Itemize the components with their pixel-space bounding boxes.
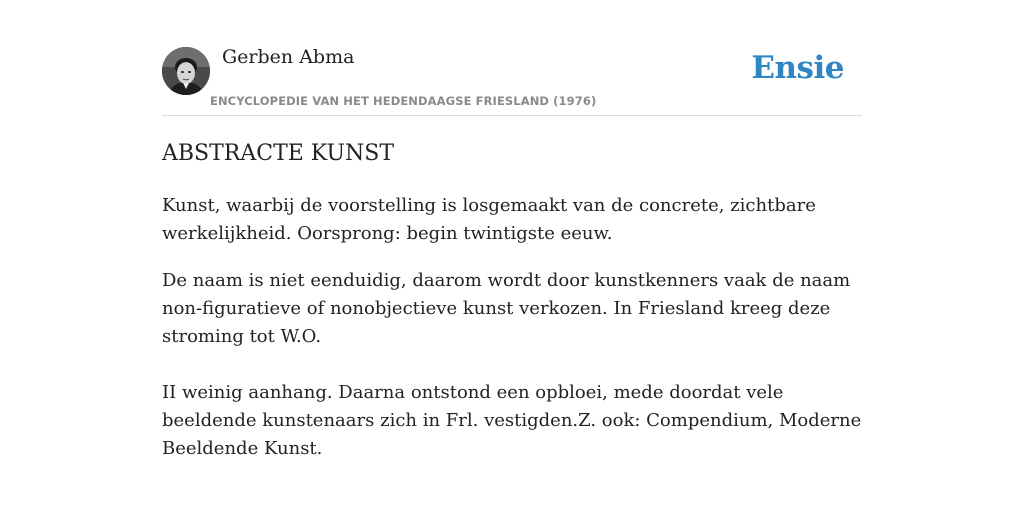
author-portrait-icon xyxy=(162,47,210,95)
article-title: ABSTRACTE KUNST xyxy=(162,141,394,166)
site-logo[interactable]: Ensie xyxy=(751,50,844,86)
author-avatar[interactable] xyxy=(162,47,210,95)
page-container xyxy=(162,0,862,459)
article-paragraph: II weinig aanhang. Daarna ontstond een opbloei, mede doordat vele beeldende kunstenaars zich in Frl. vestigden.Z. ook: Compendium, Moderne Beeldende Kunst. xyxy=(162,382,862,459)
source-title[interactable]: ENCYCLOPEDIE VAN HET HEDENDAAGSE FRIESLAND (1976) xyxy=(210,94,597,108)
article-paragraph: De naam is niet eenduidig, daarom wordt door kunstkenners vaak de naam non-figuratieve of nonobjectieve kunst verkozen. In Friesland kreeg deze stroming tot W.O. xyxy=(162,270,851,347)
article-paragraph: Kunst, waarbij de voorstelling is losgemaakt van de concrete, zichtbare werkelijkheid. Oorsprong: begin twintigste eeuw. xyxy=(162,195,816,244)
author-name[interactable]: Gerben Abma xyxy=(222,46,355,68)
header xyxy=(162,0,862,116)
